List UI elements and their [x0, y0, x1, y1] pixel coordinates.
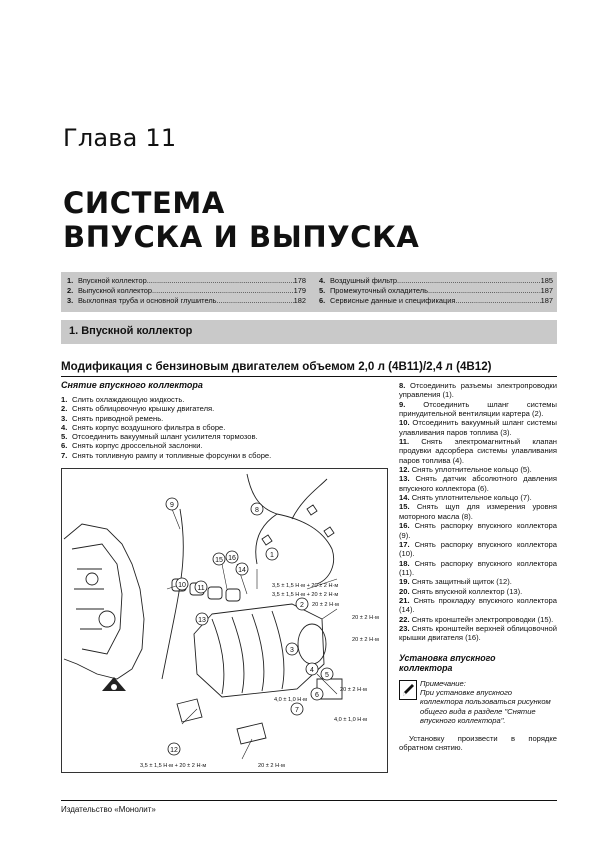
torque-label: 4,0 ± 1,0 Н·м	[274, 697, 308, 703]
toc-item-title: Выпускной коллектор	[78, 286, 152, 296]
installation-heading-line-1: Установка впускного	[399, 652, 496, 663]
removal-step	[399, 474, 557, 493]
toc-item-page: 185	[540, 276, 553, 285]
step-number: 2.	[61, 404, 68, 414]
torque-label: 3,5 ± 1,5 Н·м + 20 ± 2 Н·м	[272, 592, 339, 598]
removal-step	[61, 432, 386, 441]
callout-15	[213, 553, 225, 565]
step-text: Снять кронштейн электропроводки (15).	[411, 614, 554, 624]
step-text: Снять прокладку впускного коллектора (14).	[399, 595, 557, 615]
torque-label: 20 ± 2 Н·м	[312, 602, 339, 608]
step-number: 7.	[61, 450, 68, 460]
installation-heading	[399, 653, 557, 673]
svg-text:2: 2	[300, 602, 304, 609]
step-number: 15.	[399, 502, 410, 512]
engine-pulley	[86, 573, 98, 585]
publisher-logo-mark	[102, 677, 126, 691]
svg-text:1: 1	[270, 552, 274, 559]
harness-connectors	[262, 505, 334, 545]
torque-label: 3,5 ± 1,5 Н·м + 20 ± 2 Н·м	[272, 583, 339, 589]
step-text: Снять впускной коллектор (13).	[411, 586, 523, 596]
step-text: Слить охлаждающую жидкость.	[72, 395, 185, 404]
step-number: 10.	[399, 418, 410, 428]
callout-9	[166, 498, 178, 510]
callout-16	[226, 551, 238, 563]
throttle-flange	[298, 624, 326, 664]
toc-leader-dots	[152, 286, 294, 296]
engine-pulley	[99, 611, 115, 627]
note-pencil-icon	[399, 680, 417, 700]
toc-item[interactable]	[67, 296, 306, 306]
section-header-bar	[61, 320, 557, 344]
removal-step	[399, 400, 557, 419]
toc-leader-dots	[217, 296, 294, 306]
step-number: 8.	[399, 381, 406, 390]
toc-item-title: Выхлопная труба и основной глушитель	[78, 296, 217, 306]
step-text: Снять приводной ремень.	[72, 413, 164, 423]
callout-1	[266, 548, 278, 560]
gasket	[208, 587, 222, 599]
toc-item[interactable]	[319, 296, 553, 306]
removal-step	[399, 502, 557, 521]
torque-label: 4,0 ± 1,0 Н·м	[334, 717, 368, 723]
callout-7	[291, 703, 303, 715]
callout-4	[306, 663, 318, 675]
intake-manifold-body	[194, 604, 324, 697]
torque-label: 20 ± 2 Н·м	[258, 763, 285, 769]
torque-label: 20 ± 2 Н·м	[352, 637, 379, 643]
toc-item-number: 5.	[319, 286, 326, 296]
toc-item-page: 187	[540, 296, 553, 306]
toc-item-page: 179	[293, 286, 306, 296]
step-text: Снять электромагнитный клапан продувки адсорбера системы улавливания паров топлива (4).	[399, 437, 557, 465]
toc-item-title: Воздушный фильтр	[330, 276, 397, 285]
toc-item-number: 3.	[67, 296, 74, 306]
svg-text:5: 5	[325, 672, 329, 679]
callout-2	[296, 598, 308, 610]
svg-text:11: 11	[197, 585, 205, 592]
removal-step	[399, 465, 557, 474]
callout-10	[176, 578, 188, 590]
removal-steps-right	[399, 381, 557, 753]
note-text	[420, 679, 557, 725]
toc-leader-dots	[397, 276, 541, 286]
toc-item-title: Промежуточный охладитель	[330, 286, 428, 296]
toc-item-page: 187	[540, 286, 553, 296]
step-number: 14.	[399, 493, 410, 503]
chapter-title-line-1: СИСТЕМА	[63, 186, 225, 220]
step-text: Снять щуп для измерения уровня моторного масла (8).	[399, 502, 557, 521]
intake-manifold-exploded-diagram	[61, 468, 388, 773]
step-number: 11.	[399, 437, 410, 447]
removal-step	[61, 395, 386, 404]
toc-leader-dots	[428, 286, 541, 296]
toc-item-number: 2.	[67, 286, 74, 296]
leader-lines	[167, 509, 337, 759]
wiring-harness	[247, 474, 334, 584]
removal-step	[399, 418, 557, 437]
toc-item-number: 6.	[319, 296, 326, 306]
toc-item[interactable]	[319, 286, 553, 296]
svg-text:4: 4	[310, 667, 314, 674]
removal-step	[61, 451, 386, 460]
callout-14	[236, 563, 248, 575]
removal-step	[399, 493, 557, 502]
removal-step	[399, 596, 557, 615]
chapter-title-line-2: ВПУСКА И ВЫПУСКА	[63, 220, 420, 254]
toc-item-page: 182	[293, 296, 306, 306]
step-number: 12.	[399, 465, 410, 475]
removal-step	[399, 437, 557, 465]
step-text: Снять корпус воздушного фильтра в сборе.	[72, 422, 226, 432]
callout-6	[311, 688, 323, 700]
step-text: Отсоединить шланг системы принудительной вентиляции картера (2).	[399, 399, 557, 419]
toc-leader-dots	[147, 276, 294, 286]
step-number: 21.	[399, 595, 410, 605]
note-body: При установке впускного коллектора пользоваться рисунком общего вида в разделе "Снятие впускного коллектора".	[420, 687, 551, 725]
oil-dipstick	[162, 509, 183, 679]
toc-leader-dots	[455, 296, 540, 306]
step-number: 9.	[399, 399, 406, 409]
svg-text:16: 16	[228, 555, 236, 562]
manifold-runners	[212, 611, 284, 694]
step-text: Снять датчик абсолютного давления впускного коллектора (6).	[399, 474, 557, 493]
torque-label: 20 ± 2 Н·м	[340, 687, 367, 693]
step-number: 13.	[399, 474, 410, 484]
callout-12	[168, 743, 180, 755]
gasket	[226, 589, 240, 601]
toc-item-title: Сервисные данные и спецификация	[330, 296, 456, 306]
step-text: Снять распорку впускного коллектора (10).	[399, 539, 557, 559]
callout-11	[195, 581, 207, 593]
step-text: Отсоединить разъемы электропроводки управления (1).	[399, 381, 557, 400]
removal-step	[399, 559, 557, 578]
torque-label: 20 ± 2 Н·м	[352, 615, 379, 621]
note-box	[399, 679, 557, 725]
callout-5	[321, 668, 333, 680]
step-number: 3.	[61, 413, 68, 423]
step-number: 4.	[61, 422, 68, 432]
step-text: Снять облицовочную крышку двигателя.	[72, 404, 215, 414]
removal-step	[61, 404, 386, 413]
svg-text:12: 12	[170, 747, 178, 754]
toc-item[interactable]	[67, 276, 306, 286]
svg-text:8: 8	[255, 507, 259, 514]
step-number: 5.	[61, 432, 68, 442]
step-number: 23.	[399, 623, 410, 633]
torque-label: 3,5 ± 1,5 Н·м + 20 ± 2 Н·м	[140, 763, 207, 769]
svg-text:7: 7	[295, 707, 299, 714]
footer-publisher: Издательство «Монолит»	[61, 805, 156, 814]
callout-8	[251, 503, 263, 515]
removal-step-list	[61, 395, 386, 460]
toc-column-right	[319, 276, 553, 307]
step-text: Снять уплотнительное кольцо (5).	[411, 465, 532, 475]
step-number: 22.	[399, 614, 410, 624]
svg-text:15: 15	[215, 557, 223, 564]
toc-item-number: 1.	[67, 276, 74, 285]
svg-text:3: 3	[290, 647, 294, 654]
svg-text:9: 9	[170, 502, 174, 509]
removal-step	[399, 540, 557, 559]
step-text: Отсоединить вакуумный шланг системы улавливания паров топлива (3).	[399, 418, 557, 437]
step-text: Отсоединить вакуумный шланг усилителя тормозов.	[72, 432, 258, 442]
step-number: 17.	[399, 539, 410, 549]
diagram-drawing	[62, 469, 388, 773]
svg-text:6: 6	[315, 692, 319, 699]
toc-item-number: 4.	[319, 276, 326, 285]
step-text: Снять распорку впускного коллектора (11).	[399, 558, 557, 577]
step-text: Снять топливную рампу и топливные форсунки в сборе.	[72, 450, 272, 460]
toc-column-left	[67, 276, 306, 307]
removal-step	[61, 423, 386, 432]
installation-heading-line-2: коллектора	[399, 662, 453, 673]
svg-text:13: 13	[198, 617, 206, 624]
step-number: 16.	[399, 521, 410, 531]
removal-step	[399, 577, 557, 586]
step-text: Снять корпус дроссельной заслонки.	[72, 441, 203, 451]
toc-item[interactable]	[67, 286, 306, 296]
callout-3	[286, 643, 298, 655]
step-text: Снять кронштейн верхней облицовочной крышки двигателя (16).	[399, 623, 557, 643]
step-text: Снять распорку впускного коллектора (9).	[399, 521, 557, 540]
toc-item[interactable]	[319, 276, 553, 286]
removal-step	[61, 441, 386, 450]
step-number: 1.	[61, 395, 68, 404]
installation-text: Установку произвести в порядке обратном снятию.	[399, 734, 557, 753]
modification-heading: Модификация с бензиновым двигателем объемом 2,0 л (4В11)/2,4 л (4В12)	[61, 360, 557, 377]
step-text: Снять уплотнительное кольцо (7).	[411, 493, 532, 503]
removal-steps-left	[61, 380, 386, 460]
step-number: 20.	[399, 586, 410, 596]
engine-block-detail	[72, 544, 122, 654]
section-title: 1. Впускной коллектор	[69, 325, 193, 337]
footer-divider	[61, 800, 557, 801]
removal-step	[399, 521, 557, 540]
chapter-label: Глава 11	[63, 124, 177, 152]
table-of-contents	[61, 272, 557, 312]
removal-step	[399, 624, 557, 643]
svg-text:14: 14	[238, 567, 246, 574]
step-text: Снять защитный щиток (12).	[411, 577, 512, 587]
removal-heading: Снятие впускного коллектора	[61, 380, 203, 390]
chapter-title	[63, 186, 419, 254]
removal-step	[399, 615, 557, 624]
toc-item-page: 178	[293, 276, 306, 285]
toc-item-title: Впускной коллектор	[78, 276, 147, 285]
svg-text:10: 10	[178, 582, 186, 589]
note-title: Примечание:	[420, 678, 466, 688]
removal-step	[399, 381, 557, 400]
removal-step	[61, 414, 386, 423]
step-number: 19.	[399, 577, 410, 587]
callout-13	[196, 613, 208, 625]
step-number: 18.	[399, 558, 410, 568]
removal-step	[399, 587, 557, 596]
step-number: 6.	[61, 441, 68, 451]
